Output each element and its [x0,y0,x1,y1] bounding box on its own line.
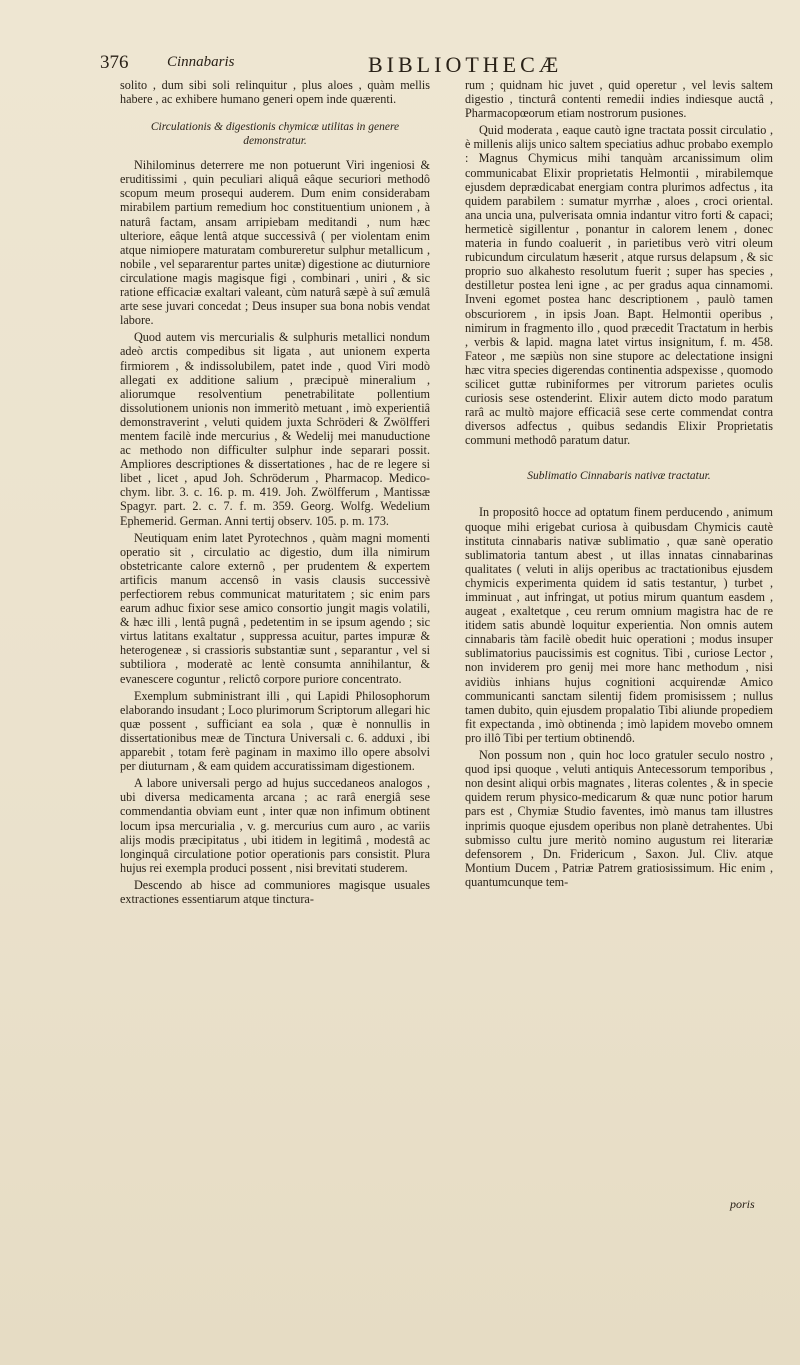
left-section-heading: Circulationis & digestionis chymicæ utilitas in genere demonstratur. [150,121,400,148]
right-column [465,78,773,892]
right-paragraph-1: Quid moderata , eaque cautò igne tractata possit circulatio , è millenis alijs unico saltem speciatius adhuc probabo exemplo : Magnus Chymicus mihi tanquàm arcanissimum olim communicabat Elixir proprietatis Helmontii , mirabilemque ejusdem deprædicabat energiam contra plurimos adfectus , ita quidem parabilem : sumatur myrrhæ , aloes , croci oriental. ana uncia una, pulverisata omnia indantur vitro forti & capaci; hermeticè sigillentur , ponantur in calorem lenem , donec materia in fundo coaluerit , in parietibus verò vitri oleum rubicundum circulatum hæserit , atque rursus delapsum , & sic proprio suo alkahesto resolutum fuerit ; super has species , destilletur postea leni igne , ac per gradus aqua cinnamomi. Inveni egomet postea hanc descriptionem , paulò tamen obscuriorem , in ipsis Joan. Bapt. Helmontii operibus , nimirum in fragmento illo , quod præcedit Tractatum in herbis , verbis & lapid. magna latet virtus insignitum, f. m. 458. Fateor , me sæpiùs non sine stupore ac delectatione insigni hæc vitra species digerendas continentia adspexisse , quomodo scilicet guttæ rubiniformes per vitrorum parietes oculis curiosis sese ostenderint. Elixir autem dicto modo paratum rarâ ac multò majore efficaciâ sese certe commendat contra diversos adfectus , quibus sedandis Elixir Proprietatis communi methodô paratum datur. [465,123,773,448]
page-number: 376 [100,52,129,73]
right-intro-paragraph: rum ; quidnam hic juvet , quid operetur , vel levis saltem digestio , tincturâ contenti remedii indies indiesque auctâ , Pharmacopœorum etiam nostrorum pusiones. [465,78,773,121]
left-paragraph-1: Nihilominus deterrere me non potuerunt Viri ingeniosi & eruditissimi , quin peculiari aliquâ eâque securiori methodô scopum meum prosequi auderem. Dum enim considerabam mirabilem partium remedium hoc constituentium unionem , à naturâ factam, ansam arripiebam meditandi , num hæc ulteriore, eâque lentâ atque successivâ ( per violentam enim atque nimiopere maturatam combureretur sulphur metallicum , nobile , vel separarentur partes unitæ) digestione ac diuturniore circulatione magis magisque figi , combinari , uniri , & sic ratione efficaciæ exaltari valeant, cùm naturâ sæpè à suî æmulâ arte sese juvari concedat ; Deus insuper sua bona nobis vendat labore. [120,158,430,328]
catchword: poris [730,1197,755,1211]
right-paragraph-2: In propositô hocce ad optatum finem perducendo , animum quoque mihi erigebat curiosa à quibusdam Chymicis cautè instituta cinnabaris nativæ sublimatio , quæ sanè operatio sublimatoria tantum abest , ut illas innatas cinnabarinas qualitates ( veluti in alijs operibus ac tractationibus ejusdem chymicis experimenta quidem id satis testantur, ) turbet , imminuat , aut infringat, ut potius mirum quantum easdem , augeat , exaltetque , ceu rerum omnium magistra hac de re itidem satis abundè loquitur experientia. Non omnis autem cinnabaris tàm facilè obedit huic operationi ; modus insuper sublimatorius paucissimis est cognitus. Tibi , curiose Lector , non inviderem pro genij mei more hanc methodum , nisi avidiùs inhians hujus cognitioni acquirendæ Amico communicanti sanctam silentij fidem promisissem ; nullus tamen dubito, quin ejusdem propalatio Tibi aliunde propediem fit expectanda , imò obtinenda ; imò lapidem movebo omnem pro illô Tibi per tertium obtinendô. [465,505,773,745]
left-intro-paragraph: solito , dum sibi soli relinquitur , plus aloes , quàm mellis habere , ac exhibere humano generi opem inde quærenti. [120,78,430,107]
journal-title: BIBLIOTHECÆ [368,52,563,77]
left-paragraph-6: Descendo ab hisce ad communiores magisque usuales extractiones essentiarum atque tinctura- [120,877,430,906]
right-section-heading: Sublimatio Cinnabaris nativæ tractatur. [527,470,711,483]
page-header [100,52,790,80]
left-paragraph-3: Neutiquam enim latet Pyrotechnos , quàm magni momenti operatio sit , circulatio ac digestio, dum illa nimirum obstetricante calore externô , per prudentem & expertem artificis manum accensô in vasis clausis successivè perfectiorem rebus communicat maturitatem ; sic enim pars earum adhuc fixior sese amico consortio jungit magis volatili, & hæc illi , lentâ pugnâ , pedetentim in se ipsum agendo ; sic virtus latitans exaltatur , suppressa acuitur, partes impuræ & heterogeneæ , si crassioris substantiæ sunt , separantur , vel si subtiliora , moderatè ac lentè consumta annihilantur, & evanescere coguntur , relictô corpore puriore concentrato. [120,530,430,686]
left-column [120,78,430,909]
right-paragraph-3: Non possum non , quin hoc loco gratuler seculo nostro , quod ipsi quoque , veluti antiquis Antecessorum temporibus , non desint aliqui orbis magnates , literas colentes , & in specie quidem rerum physico-medicarum & quæ nunc potior harum pars est , Chymiæ Studio faventes, imò manus tam illustres inprimis quoque ejusdem operibus non planè detrahentes. Ubi submisso cultu jure meritò nomino augustum rei literariæ defensorem , Dn. Fridericum , Saxon. Jul. Cliv. atque Montium Ducem , Patriæ Patrem gratiosissimum. Hic enim , quantumcunque tem- [465,748,773,889]
left-paragraph-5: A labore universali pergo ad hujus succedaneos analogos , ubi diversa medicamenta arcana ; ac rarâ energiâ sese commendantia obviam eunt , inter quæ non infimum obtinent locum ipsa mercurialia , v. g. mercurius cum auro , ac variis alijs modis præcipitatus , ubi itidem in legitimâ , modestâ ac longinquâ circulatione potior operationis pars consistit. Plura hujus rei exempla produci possent , nisi brevitati studerem. [120,776,430,875]
left-paragraph-4: Exemplum subministrant illi , qui Lapidi Philosophorum elaborando insudant ; Loco plurimorum Scriptorum allegari hic quæ possent , sufficiant ea sola , quæ è nonnullis in dissertationibus meæ de Tinctura Universali c. 6. adduxi , ibi apparebit , totam ferè paginam in maximo illo opere absolvi per diuturnam , & eam quidem accuratissimam digestionem. [120,688,430,774]
left-paragraph-2: Quod autem vis mercurialis & sulphuris metallici nondum adeò arctis compedibus sit ligata , aut unionem experta firmiorem , & indissolubilem, patet inde , quod Viri modò allegati ex additione salium , præcipuè mineralium , aliorumque resolventium penetrabilitate pollentium dissolutionem unionis non immeritò metuant , imò experientiâ demonstraverint , veluti quidem juxta Schröderi & Zwölfferi mentem facilè inde mercurius , & Wedelij mei manuductione ac methodo non difficulter sulphur inde separari possit. Ampliores descriptiones & dissertationes , hac de re legere si libet , licet , apud Joh. Schröderum , Pharmacop. Medico-chym. libr. 3. c. 16. p. m. 419. Joh. Zwölfferum , Mantissæ Spagyr. part. 2. c. 7. f. m. 359. Georg. Wolfg. Wedelium Ephemerid. German. Anni tertij observ. 105. p. m. 173. [120,330,430,528]
running-head: Cinnabaris [167,54,235,70]
